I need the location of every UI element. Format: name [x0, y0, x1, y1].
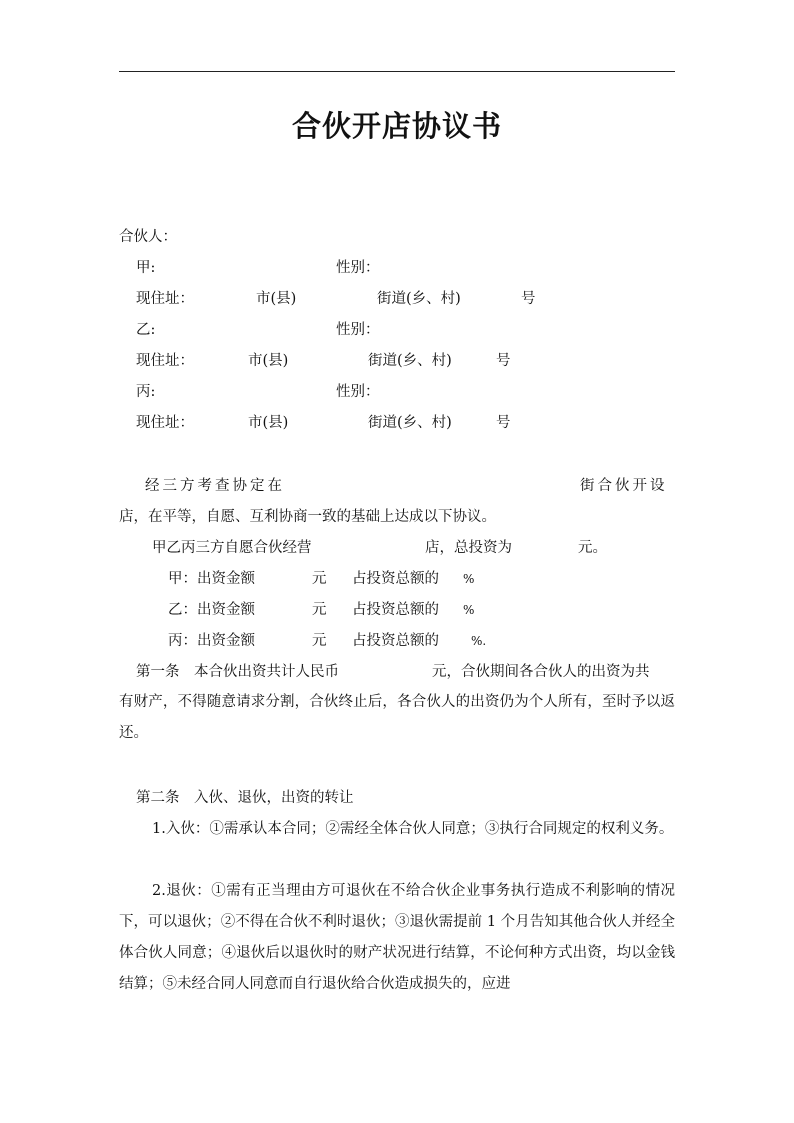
contribution-b-yuan: 元	[312, 602, 327, 618]
party-c-number: 号	[496, 415, 511, 431]
contribution-b-label: 乙：出资金额	[168, 602, 255, 618]
contribution-a-label: 甲：出资金额	[168, 571, 255, 587]
party-c-street: 街道(乡、村)	[368, 415, 452, 431]
contribution-b-share: 占投资总额的	[352, 602, 439, 618]
party-c-label: 丙:	[136, 384, 156, 400]
party-b-street: 街道(乡、村)	[368, 353, 452, 369]
party-b-number: 号	[496, 353, 511, 369]
investment-start: 甲乙丙三方自愿合伙经营	[152, 540, 312, 556]
article2-heading: 第二条 入伙、退伙，出资的转让	[136, 790, 354, 806]
party-c-address-label: 现住址：	[136, 415, 194, 431]
intro-line1-end: 街合伙开设	[580, 478, 668, 494]
header-rule	[119, 71, 675, 72]
party-a-gender-label: 性别：	[336, 260, 380, 276]
contribution-a-yuan: 元	[312, 571, 327, 587]
contribution-c-pct: %.	[471, 634, 487, 648]
intro-line2: 店，在平等，自愿、互利协商一致的基础上达成以下协议。	[119, 509, 496, 525]
document-title: 合伙开店协议书	[291, 109, 502, 143]
party-c-gender-label: 性别：	[336, 384, 380, 400]
party-b-city: 市(县)	[248, 353, 289, 369]
article2-item2: 2.退伙：①需有正当理由方可退伙在不给合伙企业事务执行造成不利影响的情况下，可以退伙；②不得在合伙不利时退伙；③退伙需提前 1 个月告知其他合伙人并经全体合伙人同意；④退伙后以退伙时的财产状况进行结算，不论何种方式出资，均以金钱结算；⑤未经合同人同意而自行退伙给合伙造成损失的，应进	[119, 883, 675, 992]
contribution-a-share: 占投资总额的	[352, 571, 439, 587]
partners-heading: 合伙人：	[119, 229, 177, 245]
article2-item1: 1.入伙：①需承认本合同；②需经全体合伙人同意；③执行合同规定的权利义务。	[152, 821, 674, 837]
party-a-number: 号	[521, 291, 536, 307]
party-a-address-label: 现住址：	[136, 291, 194, 307]
intro-line1-start: 经三方考查协定在	[145, 478, 285, 494]
article1-line1-end: 元，合伙期间各合伙人的出资为共	[432, 664, 650, 680]
party-a-city: 市(县)	[256, 291, 297, 307]
investment-shop: 店，总投资为	[425, 540, 512, 556]
party-a-street: 街道(乡、村)	[377, 291, 461, 307]
party-b-label: 乙:	[136, 322, 156, 338]
article1-line1-start: 第一条 本合伙出资共计人民币	[136, 664, 339, 680]
article1-body: 有财产，不得随意请求分割，合伙终止后，各合伙人的出资仍为个人所有，至时予以返还。	[119, 694, 675, 741]
party-b-gender-label: 性别：	[336, 322, 380, 338]
contribution-b-pct: %	[463, 603, 475, 617]
contribution-c-share: 占投资总额的	[352, 633, 439, 649]
investment-unit: 元。	[578, 540, 607, 556]
party-b-address-label: 现住址：	[136, 353, 194, 369]
contribution-c-label: 丙：出资金额	[168, 633, 255, 649]
contribution-c-yuan: 元	[312, 633, 327, 649]
contribution-a-pct: %	[463, 572, 475, 586]
party-c-city: 市(县)	[248, 415, 289, 431]
party-a-label: 甲:	[136, 260, 156, 276]
